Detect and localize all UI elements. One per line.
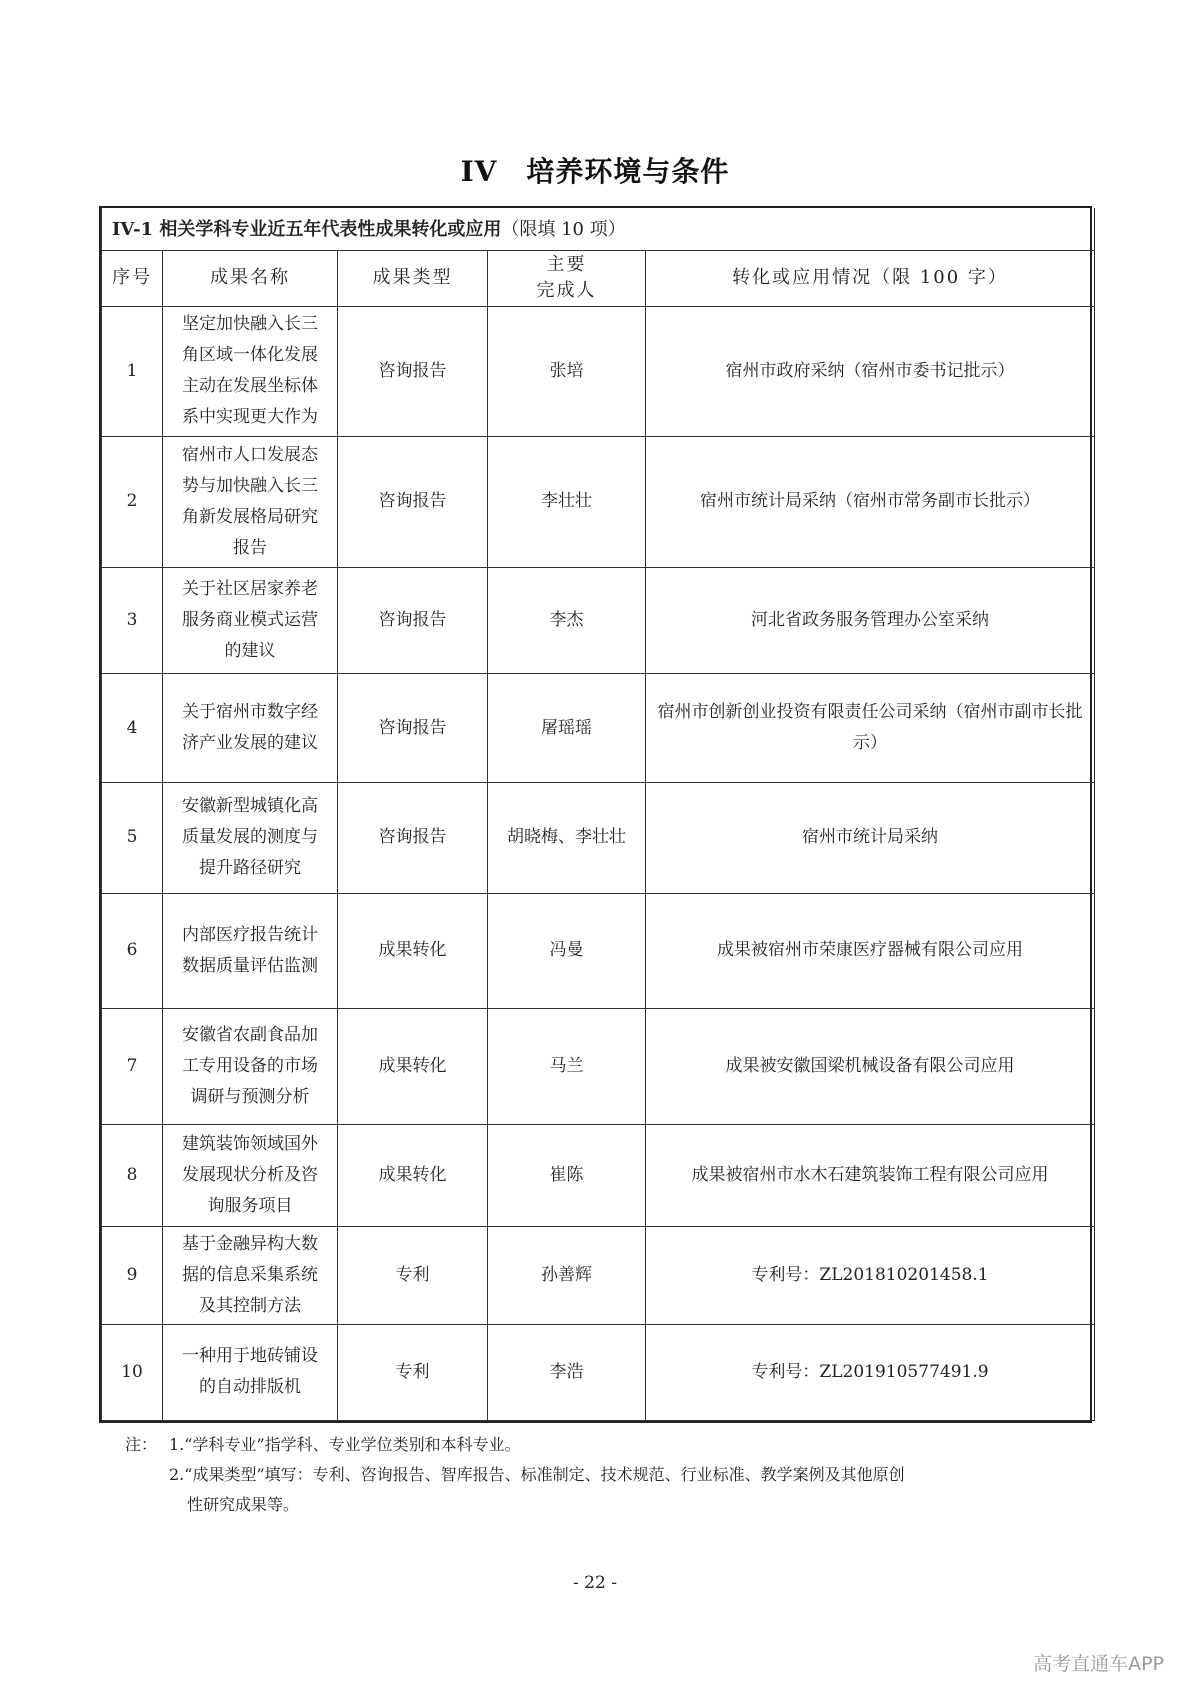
cell-usage: 宿州市政府采纳（宿州市委书记批示） xyxy=(646,306,1095,437)
notes xyxy=(125,1430,1075,1520)
table-row xyxy=(102,1125,1095,1226)
cell-usage: 成果被宿州市荣康医疗器械有限公司应用 xyxy=(646,893,1095,1009)
cell-name: 安徽省农副食品加工专用设备的市场调研与预测分析 xyxy=(163,1009,338,1125)
table-row xyxy=(102,1009,1095,1125)
note-2-continuation: 性研究成果等。 xyxy=(187,1495,300,1514)
cell-person: 孙善辉 xyxy=(488,1226,646,1324)
table-row xyxy=(102,782,1095,893)
note-1-text: 1.“学科专业”指学科、专业学位类别和本科专业。 xyxy=(169,1435,521,1454)
cell-usage: 专利号：ZL201910577491.9 xyxy=(646,1324,1095,1420)
cell-name: 一种用于地砖铺设的自动排版机 xyxy=(163,1324,338,1420)
cell-usage: 成果被安徽国梁机械设备有限公司应用 xyxy=(646,1009,1095,1125)
cell-name: 坚定加快融入长三角区域一体化发展 主动在发展坐标体系中实现更大作为 xyxy=(163,306,338,437)
cell-type: 咨询报告 xyxy=(338,437,488,568)
cell-index: 6 xyxy=(102,893,163,1009)
achievements-table-container xyxy=(99,206,1092,1423)
cell-type: 专利 xyxy=(338,1324,488,1420)
cell-index: 5 xyxy=(102,782,163,893)
table-row xyxy=(102,567,1095,674)
header-type: 成果类型 xyxy=(338,251,488,306)
page-number: - 22 - xyxy=(573,1573,617,1593)
cell-name: 内部医疗报告统计数据质量评估监测 xyxy=(163,893,338,1009)
cell-usage: 宿州市创新创业投资有限责任公司采纳（宿州市副市长批示） xyxy=(646,674,1095,783)
cell-name: 关于社区居家养老服务商业模式运营的建议 xyxy=(163,567,338,674)
cell-person: 冯曼 xyxy=(488,893,646,1009)
cell-person: 屠瑶瑶 xyxy=(488,674,646,783)
header-person-line2: 完成人 xyxy=(536,280,597,302)
cell-index: 3 xyxy=(102,567,163,674)
cell-name: 关于宿州市数字经济产业发展的建议 xyxy=(163,674,338,783)
cell-person: 胡晓梅、李壮壮 xyxy=(488,782,646,893)
cell-person: 马兰 xyxy=(488,1009,646,1125)
cell-name: 建筑装饰领域国外发展现状分析及咨询服务项目 xyxy=(163,1125,338,1226)
cell-index: 1 xyxy=(102,306,163,437)
cell-person: 李壮壮 xyxy=(488,437,646,568)
header-person xyxy=(488,251,646,306)
table-caption-limit: （限填 10 项） xyxy=(501,218,626,240)
cell-type: 成果转化 xyxy=(338,893,488,1009)
cell-index: 2 xyxy=(102,437,163,568)
cell-type: 咨询报告 xyxy=(338,306,488,437)
cell-type: 咨询报告 xyxy=(338,567,488,674)
cell-index: 8 xyxy=(102,1125,163,1226)
cell-person: 李浩 xyxy=(488,1324,646,1420)
header-person-line1: 主要 xyxy=(546,254,587,276)
table-row xyxy=(102,893,1095,1009)
table-row xyxy=(102,1226,1095,1324)
cell-usage: 成果被宿州市水木石建筑装饰工程有限公司应用 xyxy=(646,1125,1095,1226)
achievements-table xyxy=(101,208,1095,1421)
cell-index: 10 xyxy=(102,1324,163,1420)
table-row xyxy=(102,1324,1095,1420)
page-title: IV 培养环境与条件 xyxy=(460,155,730,188)
cell-name: 宿州市人口发展态势与加快融入长三角新发展格局研究报告 xyxy=(163,437,338,568)
cell-person: 张培 xyxy=(488,306,646,437)
cell-type: 咨询报告 xyxy=(338,782,488,893)
cell-type: 咨询报告 xyxy=(338,674,488,783)
table-row xyxy=(102,306,1095,437)
header-usage: 转化或应用情况（限 100 字） xyxy=(646,251,1095,306)
watermark: 高考直通车APP xyxy=(1033,1653,1164,1675)
cell-index: 7 xyxy=(102,1009,163,1125)
header-name: 成果名称 xyxy=(163,251,338,306)
cell-name: 安徽新型城镇化高质量发展的测度与提升路径研究 xyxy=(163,782,338,893)
note-1 xyxy=(125,1430,1075,1460)
cell-type: 成果转化 xyxy=(338,1009,488,1125)
cell-index: 9 xyxy=(102,1226,163,1324)
note-2-text: 2.“成果类型”填写：专利、咨询报告、智库报告、标准制定、技术规范、行业标准、教学案例及其他原创 xyxy=(169,1465,905,1484)
table-header-row xyxy=(102,251,1095,306)
cell-name: 基于金融异构大数据的信息采集系统及其控制方法 xyxy=(163,1226,338,1324)
cell-type: 成果转化 xyxy=(338,1125,488,1226)
table-row xyxy=(102,437,1095,568)
table-caption-title: IV-1 相关学科专业近五年代表性成果转化或应用 xyxy=(112,218,502,240)
notes-label: 注： xyxy=(125,1435,158,1454)
table-caption xyxy=(102,208,1095,251)
table-row xyxy=(102,674,1095,783)
cell-usage: 宿州市统计局采纳（宿州市常务副市长批示） xyxy=(646,437,1095,568)
cell-person: 李杰 xyxy=(488,567,646,674)
cell-type: 专利 xyxy=(338,1226,488,1324)
cell-usage: 宿州市统计局采纳 xyxy=(646,782,1095,893)
cell-usage: 专利号：ZL201810201458.1 xyxy=(646,1226,1095,1324)
header-index: 序号 xyxy=(102,251,163,306)
cell-index: 4 xyxy=(102,674,163,783)
cell-usage: 河北省政务服务管理办公室采纳 xyxy=(646,567,1095,674)
cell-person: 崔陈 xyxy=(488,1125,646,1226)
table-caption-row xyxy=(102,208,1095,251)
